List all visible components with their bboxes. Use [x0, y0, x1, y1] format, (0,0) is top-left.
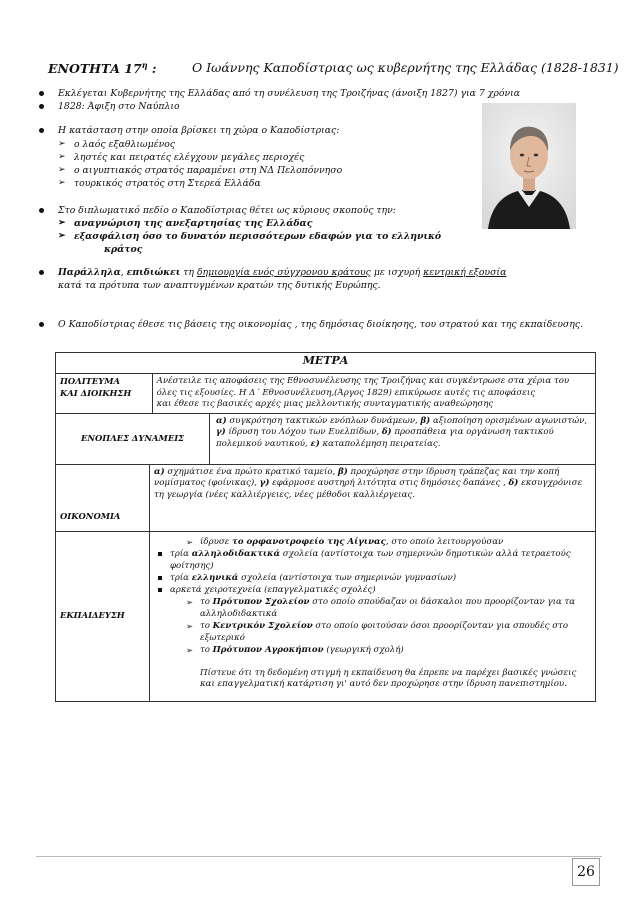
- education-list: [154, 536, 591, 656]
- list-item: ➢ τουρκικός στρατός στη Στερεά Ελλάδα: [58, 178, 261, 189]
- arrow-icon: ➢: [58, 178, 66, 188]
- arrow-icon: ➢: [186, 596, 194, 607]
- bullet-icon: [39, 91, 44, 96]
- footer-divider: [36, 856, 602, 857]
- list-item: τρία αλληλοδιδακτικά σχολεία (αντίστοιχα των σημερινών δημοτικών αλλά τετραετούς φοίτησης): [154, 548, 591, 572]
- measures-heading: ΜΕΤΡΑ: [56, 353, 596, 374]
- bullet-icon: [39, 322, 44, 327]
- list-item: τρία ελληνικά σχολεία (αντίστοιχα των σημερινών γυμνασίων): [154, 572, 591, 584]
- list-item: Ο Καποδίστριας έθεσε τις βάσεις της οικονομίας , της δημόσιας διοίκησης, του στρατού και της εκπαίδευσης.: [36, 318, 616, 331]
- bullet-icon: [39, 208, 44, 213]
- unit-label: ΕΝΟΤΗΤΑ $17^\eta$ :: [48, 60, 157, 77]
- row-label-economy: ΟΙΚΟΝΟΜΙΑ: [56, 464, 150, 531]
- foundations-bullet: [36, 318, 616, 331]
- list-item: ➢ ίδρυσε το ορφανοτροφείο της Αίγινας, στο οποίο λειτουργούσαν: [186, 536, 504, 547]
- square-bullet-icon: [158, 552, 162, 556]
- row-label-education: ΕΚΠΑΙΔΕΥΣΗ: [56, 531, 150, 701]
- list-item: αρκετά χειροτεχνεία (επαγγελματικές σχολές): [154, 584, 591, 596]
- list-item: ➢ ληστές και πειρατές ελέγχουν μεγάλες περιοχές: [58, 152, 305, 163]
- diplomacy-bullet: [36, 204, 476, 217]
- list-item: Παράλληλα, επιδιώκει τη δημιουργία ενός σύγχρονου κράτους με ισχυρή κεντρική εξουσία κατά τα πρότυπα των αναπτυγμένων κρατών της δυτικής Ευρώπης.: [36, 266, 606, 292]
- cell-education: [150, 531, 596, 701]
- arrow-icon: ➢: [186, 620, 194, 631]
- cell-economy: α) σχημάτισε ένα πρώτο κρατικό ταμείο, β) προχώρησε στην ίδρυση τράπεζας και την κοπή νομίσματος (φοίνικας), γ) εφάρμοσε αυστηρή λιτότητα στις δημόσιες δαπάνες , δ) εκσυγχρόνισε τη γεωργία (νέες καλλιέργειες, νέες μέθοδοι καλλιέργειας.: [150, 464, 596, 531]
- list-item: 1828: Άφιξη στο Ναύπλιο: [36, 100, 606, 113]
- list-item: Η κατάσταση στην οποία βρίσκει τη χώρα ο Καποδίστριας:: [36, 124, 476, 137]
- table-row: [56, 374, 596, 414]
- section-title: Ο Ιωάννης Καποδίστριας ως κυβερνήτης της Ελλάδας (1828-1831): [192, 60, 619, 75]
- arrow-icon: ➢: [58, 165, 66, 175]
- parallel-bullet: [36, 266, 606, 292]
- page-number: 26: [572, 858, 600, 886]
- arrow-icon: ➢: [58, 152, 66, 162]
- square-bullet-icon: [158, 588, 162, 592]
- list-item: ➢ ο λαός εξαθλιωμένος: [58, 139, 176, 150]
- cell-politeuma: Ανέστειλε τις αποφάσεις της Εθνοσυνέλευσης της Τροιζήνας και συγκέντρωσε στα χέρια του όλες τις εξουσίες. Η Δ΄ Εθνοσυνέλευση,(Άργος 1829) επικύρωσε αυτές τις αποφάσεις και έθεσε τις βασικές αρχές μιας μελλοντικής συνταγματικής αναθεώρησης: [152, 374, 595, 414]
- goals-list: [58, 217, 478, 256]
- row-label-army: ΕΝΟΠΛΕΣ ΔΥΝΑΜΕΙΣ: [56, 413, 210, 464]
- state-list: [58, 138, 342, 190]
- table-row: [56, 464, 596, 531]
- arrow-icon: ➢: [58, 139, 66, 149]
- education-note: Πίστευε ότι τη δεδομένη στιγμή η εκπαίδευση θα έπρεπε να παρέχει βασικές γνώσεις και επαγγελματική κατάρτιση γι' αυτό δεν προχώρησε στην ίδρυση πανεπιστημίου.: [200, 667, 577, 689]
- table-row: [56, 531, 596, 701]
- bullet-icon: [39, 128, 44, 133]
- list-item: Στο διπλωματικό πεδίο ο Καποδίστριας θέτει ως κύριους σκοπούς την:: [36, 204, 476, 217]
- bullet-icon: [39, 270, 44, 275]
- bullet-icon: [39, 104, 44, 109]
- arrow-icon: ➢: [186, 644, 194, 655]
- list-item: ➢ το Κεντρικόν Σχολείον στο οποίο φοιτούσαν όσοι προορίζονταν για σπουδές στο εξωτερικό: [186, 620, 568, 643]
- list-item: ➢ αναγνώριση της ανεξαρτησίας της Ελλάδας: [58, 218, 313, 229]
- table-row: [56, 413, 596, 464]
- list-item: ➢ το Πρότυπον Σχολείον στο οποίο σπούδαζαν οι δάσκαλοι που προορίζονταν για τα αλληλοδιδακτικά: [186, 596, 576, 619]
- arrow-icon: ➢: [58, 231, 66, 241]
- square-bullet-icon: [158, 576, 162, 580]
- list-item: ➢ εξασφάλιση όσο το δυνατόν περισσότερων εδαφών για το ελληνικό κράτος: [58, 231, 442, 255]
- cell-army: α) συγκρότηση τακτικών ενόπλων δυνάμεων, β) αξιοποίηση ορισμένων αγωνιστών, γ) ίδρυση του Λόχου των Ευελπίδων, δ) προσπάθεια για οργάνωση τακτικού πολεμικού ναυτικού, ε) καταπολέμηση πειρατείας.: [210, 413, 596, 464]
- list-item: Εκλέγεται Κυβερνήτης της Ελλάδας από τη συνέλευση της Τροιζήνας (άνοιξη 1827) για 7 χρόνια: [36, 87, 606, 100]
- portrait-image: [482, 103, 576, 229]
- row-label-politeuma: ΠΟΛΙΤΕΥΜΑ ΚΑΙ ΔΙΟΙΚΗΣΗ: [56, 374, 153, 414]
- list-item: ➢ το Πρότυπον Αγροκήπιον (γεωργική σχολή): [186, 644, 404, 655]
- list-item: ➢ ο αιγυπτιακός στρατός παραμένει στη ΝΔ Πελοπόννησο: [58, 165, 343, 176]
- state-bullet: [36, 124, 476, 137]
- measures-table: [55, 352, 596, 702]
- arrow-icon: ➢: [58, 218, 66, 228]
- arrow-icon: ➢: [186, 536, 194, 547]
- section-header: [48, 60, 619, 77]
